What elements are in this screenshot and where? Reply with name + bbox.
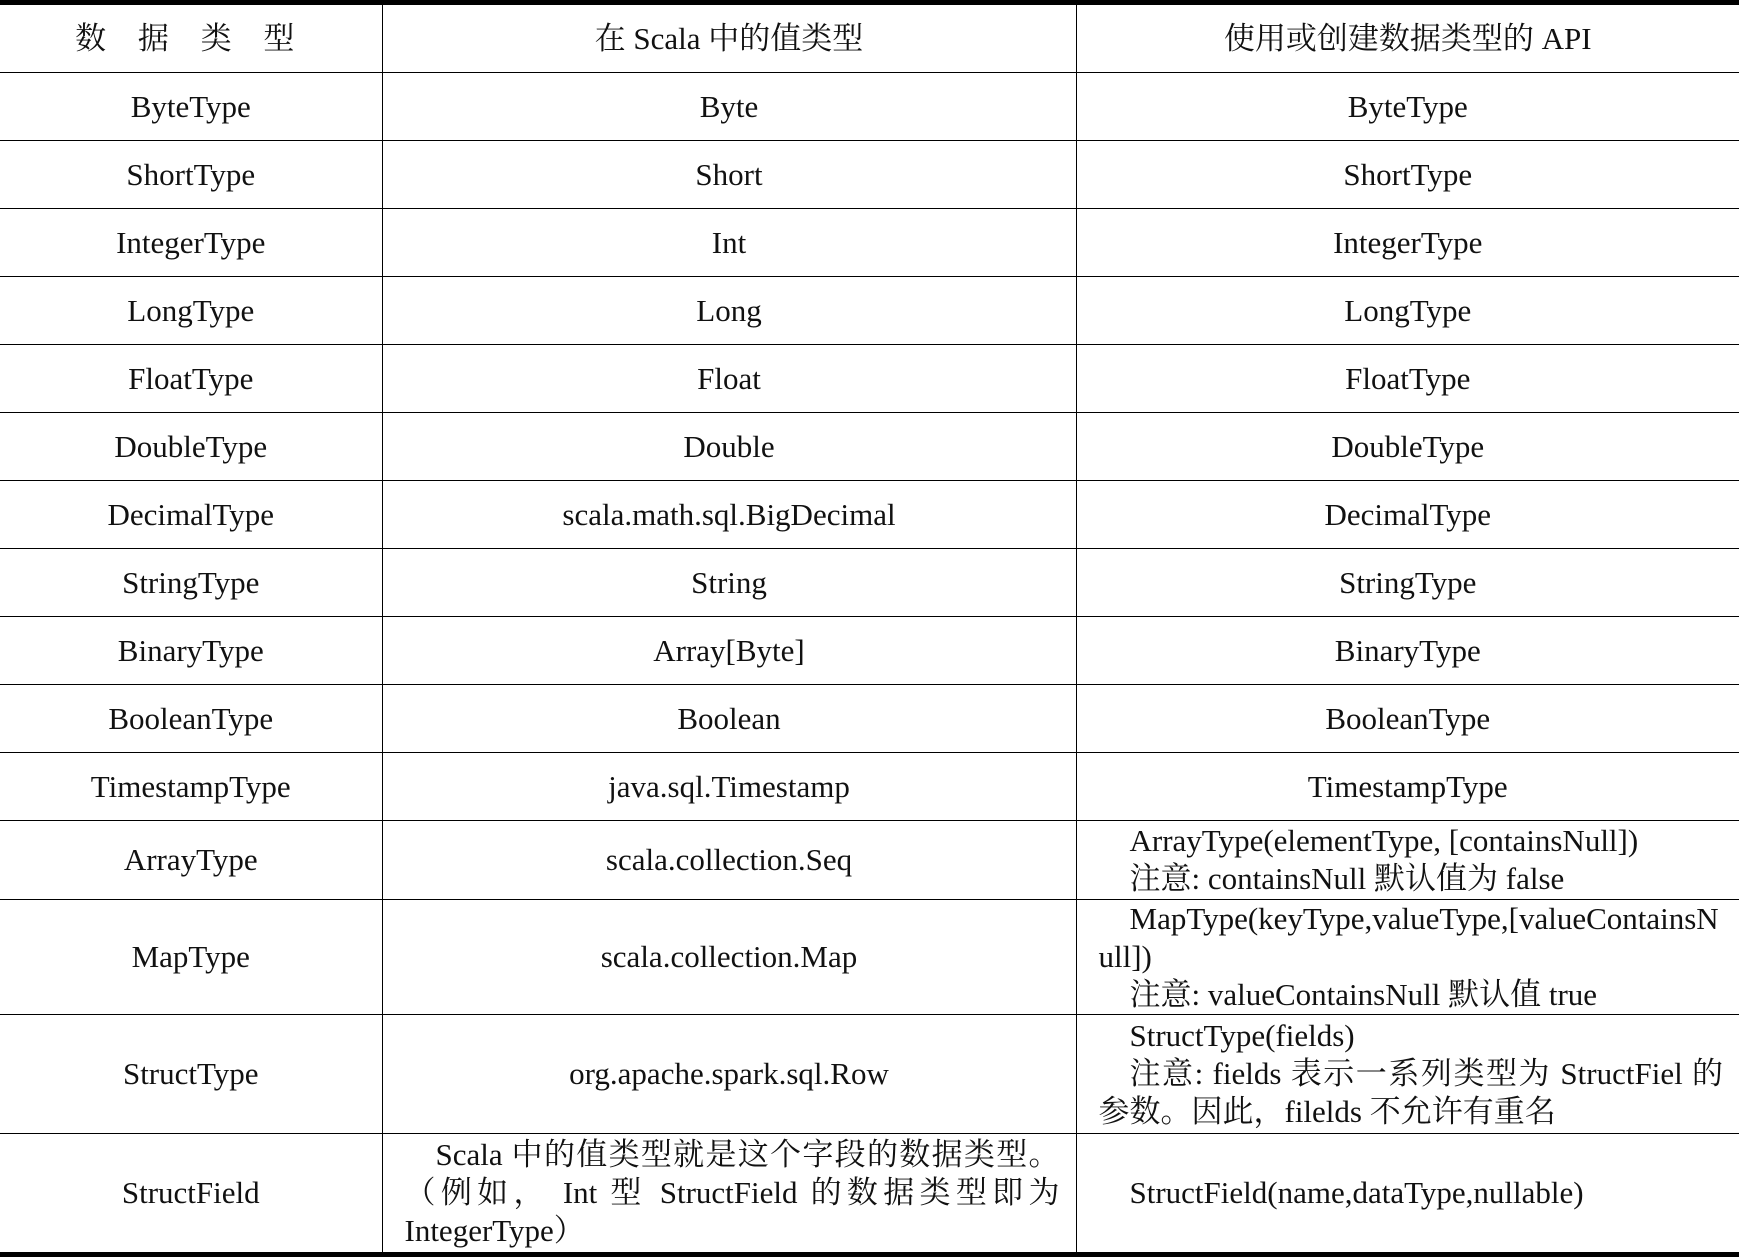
header-data-type: 数 据 类 型 — [0, 3, 382, 73]
cell-api: ShortType — [1076, 141, 1739, 209]
cell-api — [1076, 1015, 1739, 1134]
cell-scala-type: Long — [382, 277, 1076, 345]
cell-scala-type: Array[Byte] — [382, 617, 1076, 685]
cell-scala-type: Double — [382, 413, 1076, 481]
cell-scala-type: Byte — [382, 73, 1076, 141]
cell-api: BooleanType — [1076, 685, 1739, 753]
cell-scala-type: org.apache.spark.sql.Row — [382, 1015, 1076, 1134]
cell-scala-type: scala.collection.Seq — [382, 821, 1076, 900]
cell-api: DecimalType — [1076, 481, 1739, 549]
cell-scala-type: Boolean — [382, 685, 1076, 753]
cell-data-type: TimestampType — [0, 753, 382, 821]
table-row — [0, 753, 1739, 821]
api-note: 注意: fields 表示一系列类型为 StructFiel 的参数。因此，filelds 不允许有重名 — [1098, 1056, 1723, 1129]
cell-data-type: ShortType — [0, 141, 382, 209]
cell-api: BinaryType — [1076, 617, 1739, 685]
table-row — [0, 277, 1739, 345]
cell-api: DoubleType — [1076, 413, 1739, 481]
cell-data-type: StringType — [0, 549, 382, 617]
cell-data-type: DecimalType — [0, 481, 382, 549]
api-signature: MapType(keyType,valueType,[valueContainsNull]) — [1098, 901, 1719, 974]
cell-api: TimestampType — [1076, 753, 1739, 821]
cell-api — [1076, 900, 1739, 1015]
table-row-map-type — [0, 900, 1739, 1015]
cell-api: LongType — [1076, 277, 1739, 345]
api-signature: ArrayType(elementType, [containsNull]) — [1129, 823, 1639, 858]
cell-data-type: FloatType — [0, 345, 382, 413]
table-body — [0, 73, 1739, 1255]
header-api: 使用或创建数据类型的 API — [1076, 3, 1739, 73]
table-row — [0, 209, 1739, 277]
cell-data-type: BinaryType — [0, 617, 382, 685]
cell-data-type: ByteType — [0, 73, 382, 141]
cell-scala-type: Float — [382, 345, 1076, 413]
cell-scala-type: String — [382, 549, 1076, 617]
cell-scala-type: Short — [382, 141, 1076, 209]
cell-data-type: MapType — [0, 900, 382, 1015]
cell-scala-type: java.sql.Timestamp — [382, 753, 1076, 821]
header-row — [0, 3, 1739, 73]
cell-api — [1076, 1134, 1739, 1255]
cell-api: FloatType — [1076, 345, 1739, 413]
table-row — [0, 549, 1739, 617]
table-row — [0, 73, 1739, 141]
cell-scala-type: scala.math.sql.BigDecimal — [382, 481, 1076, 549]
table-row — [0, 413, 1739, 481]
cell-scala-type — [382, 1134, 1076, 1255]
cell-data-type: ArrayType — [0, 821, 382, 900]
table-row — [0, 141, 1739, 209]
cell-scala-type: scala.collection.Map — [382, 900, 1076, 1015]
cell-data-type: DoubleType — [0, 413, 382, 481]
table-row — [0, 617, 1739, 685]
table-row-struct-field — [0, 1134, 1739, 1255]
cell-api: IntegerType — [1076, 209, 1739, 277]
cell-api — [1076, 821, 1739, 900]
table-row — [0, 345, 1739, 413]
cell-data-type: BooleanType — [0, 685, 382, 753]
api-signature: StructField(name,dataType,nullable) — [1129, 1175, 1584, 1210]
cell-data-type: StructType — [0, 1015, 382, 1134]
table-row — [0, 685, 1739, 753]
scala-type-description: Scala 中的值类型就是这个字段的数据类型。（例如， Int 型 StructField 的数据类型即为 IntegerType） — [404, 1137, 1060, 1248]
table-row-struct-type — [0, 1015, 1739, 1134]
api-signature: StructType(fields) — [1129, 1018, 1355, 1053]
table-row-array-type — [0, 821, 1739, 900]
cell-api: ByteType — [1076, 73, 1739, 141]
cell-data-type: LongType — [0, 277, 382, 345]
table-row — [0, 481, 1739, 549]
cell-scala-type: Int — [382, 209, 1076, 277]
cell-api: StringType — [1076, 549, 1739, 617]
header-scala-value-type: 在 Scala 中的值类型 — [382, 3, 1076, 73]
api-note: 注意: containsNull 默认值为 false — [1129, 861, 1565, 896]
api-note: 注意: valueContainsNull 默认值 true — [1129, 977, 1598, 1012]
cell-data-type: StructField — [0, 1134, 382, 1255]
cell-data-type: IntegerType — [0, 209, 382, 277]
